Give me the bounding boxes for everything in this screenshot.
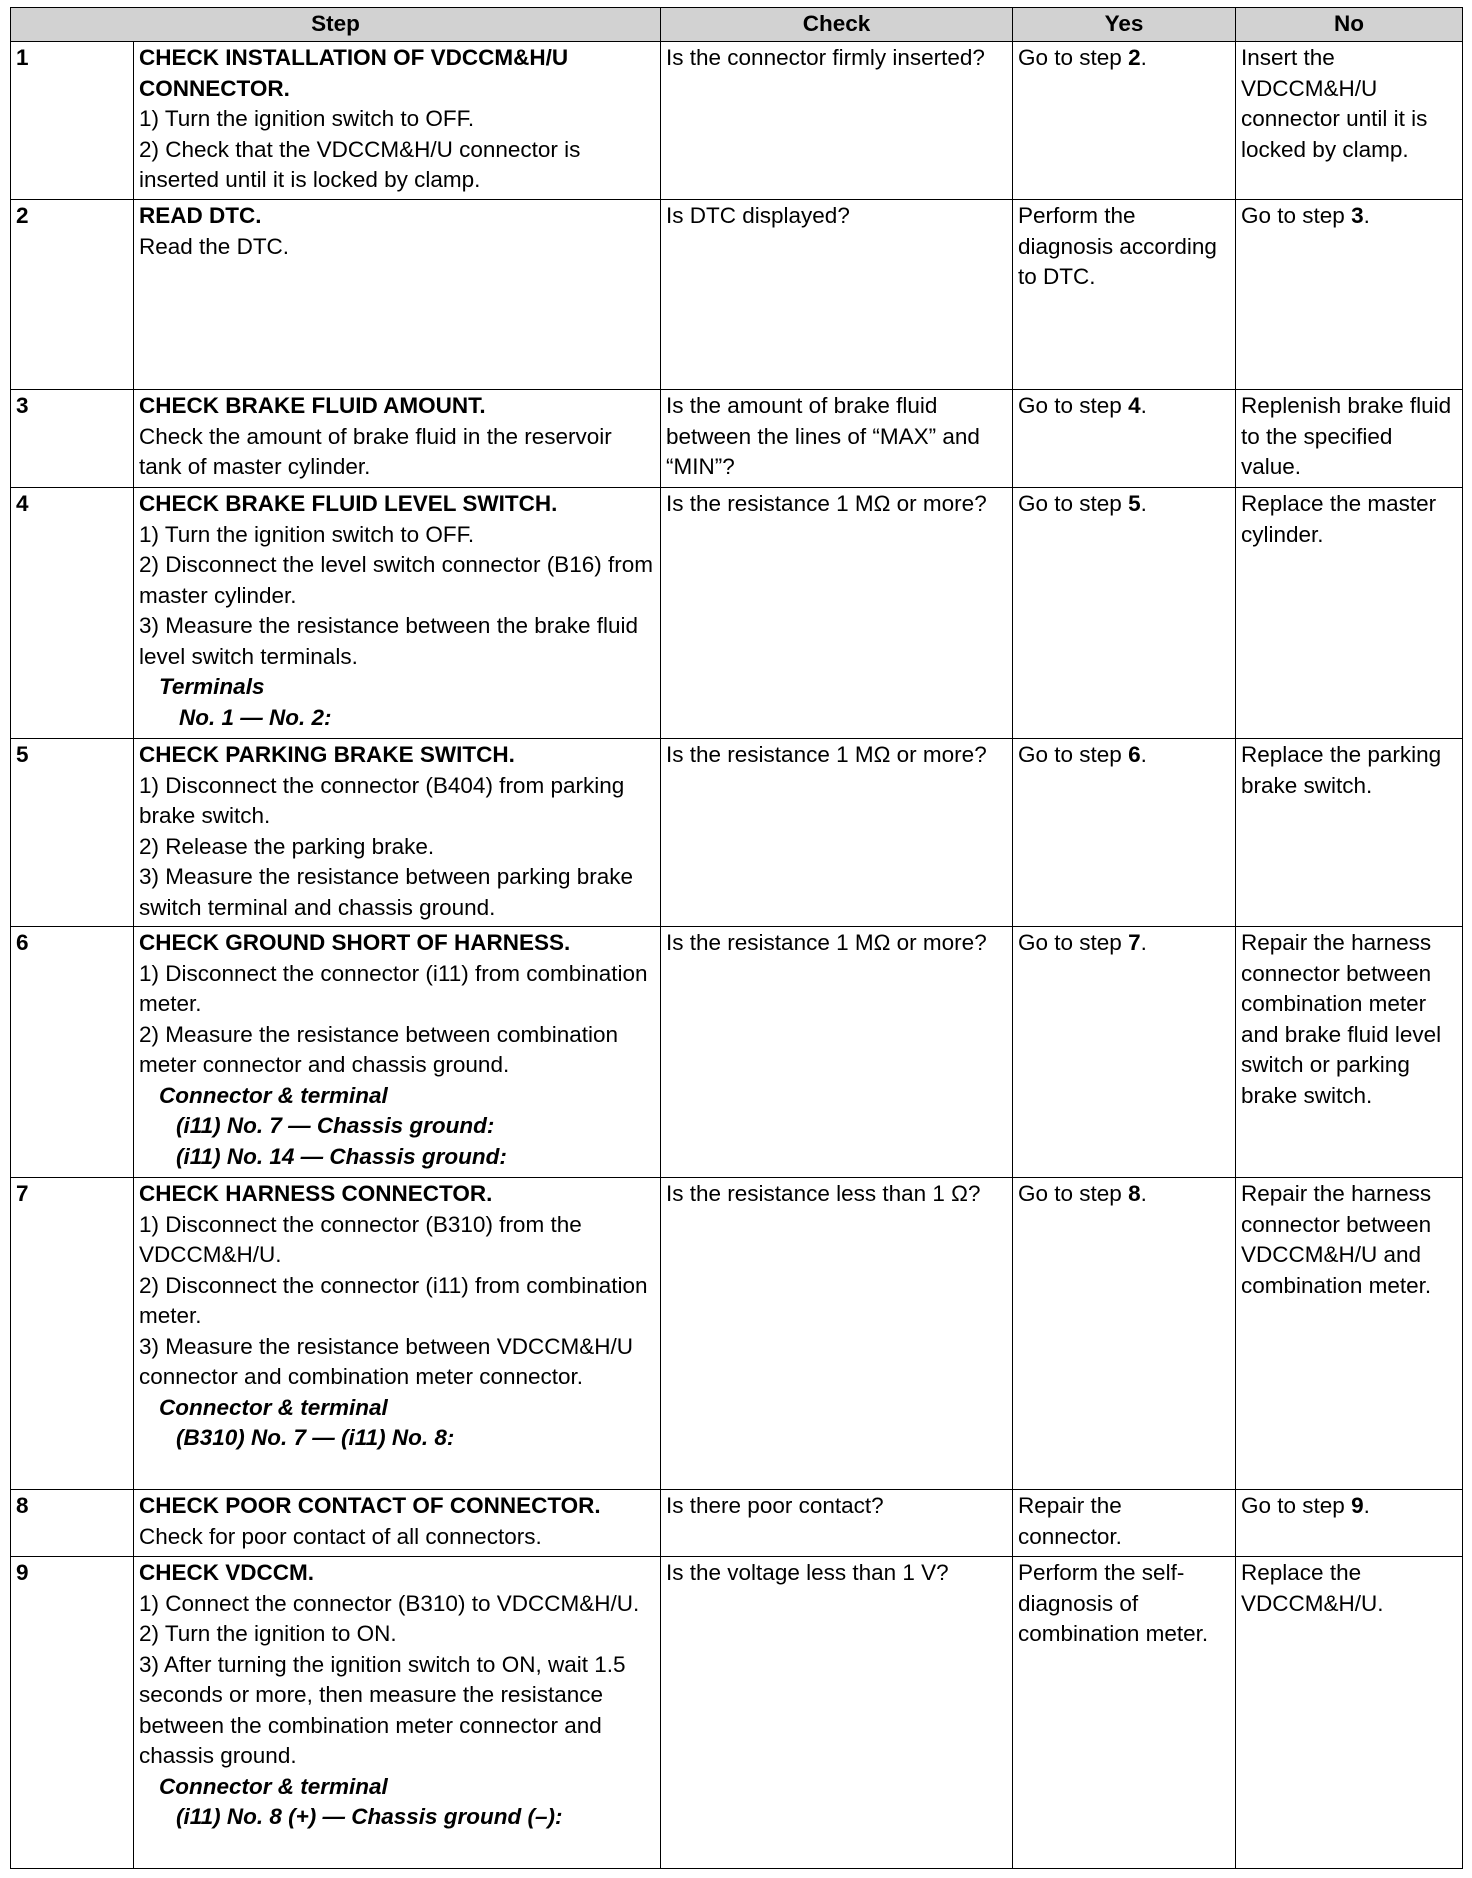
no-cell: Insert the VDCCM&H/U connector until it is locked by clamp. [1236,42,1463,200]
table-row [11,739,1463,927]
step-line: 2) Measure the resistance between combination meter connector and chassis ground. [139,1021,619,1077]
no-cell: Go to step 3. [1236,200,1463,390]
step-line: 2) Release the parking brake. [139,833,435,859]
step-line: 1) Disconnect the connector (B310) from the VDCCM&H/U. [139,1211,582,1267]
step-line: 1) Disconnect the connector (i11) from combination meter. [139,960,648,1016]
step-title: CHECK INSTALLATION OF VDCCM&H/U CONNECTOR. [139,45,569,101]
step-line: 2) Disconnect the connector (i11) from combination meter. [139,1272,648,1328]
header-check: Check [661,8,1013,42]
table-row [11,1178,1463,1490]
yes-cell: Go to step 2. [1013,42,1236,200]
step-cell [134,739,661,927]
step-line: 1) Disconnect the connector (B404) from parking brake switch. [139,772,625,828]
step-line: Read the DTC. [139,233,290,259]
step-number: 3 [11,390,134,488]
table-row [11,200,1463,390]
yes-cell: Go to step 6. [1013,739,1236,927]
step-number: 1 [11,42,134,200]
diagnostic-table [10,7,1463,1869]
step-title: CHECK BRAKE FLUID AMOUNT. [139,393,486,418]
yes-cell: Go to step 5. [1013,488,1236,739]
step-line: 3) Measure the resistance between parking brake switch terminal and chassis ground. [139,864,634,920]
step-line: 3) Measure the resistance between the brake fluid level switch terminals. [139,613,639,669]
step-line: 2) Check that the VDCCM&H/U connector is inserted until it is locked by clamp. [139,136,581,192]
step-line: 1) Connect the connector (B310) to VDCCM&H/U. [139,1590,640,1616]
diagnostic-procedure [10,7,1463,1869]
table-row [11,1557,1463,1869]
step-title: CHECK VDCCM. [139,1560,315,1585]
step-title: READ DTC. [139,203,262,228]
step-title: CHECK PARKING BRAKE SWITCH. [139,742,515,767]
step-title: CHECK HARNESS CONNECTOR. [139,1181,493,1206]
spec-label: Connector & terminal [159,1394,388,1420]
step-number: 4 [11,488,134,739]
step-cell [134,927,661,1178]
table-row [11,488,1463,739]
yes-cell: Perform the self-diagnosis of combination meter. [1013,1557,1236,1869]
step-line: 3) After turning the ignition switch to ON, wait 1.5 seconds or more, then measure the resistance between the combination meter connector and chassis ground. [139,1651,626,1768]
spec-value: (i11) No. 8 (+) — Chassis ground (–): [176,1804,563,1829]
table-row [11,1490,1463,1557]
no-cell: Replace the parking brake switch. [1236,739,1463,927]
table-header-row [11,8,1463,42]
step-cell [134,488,661,739]
step-line: 3) Measure the resistance between VDCCM&H/U connector and combination meter connector. [139,1333,633,1389]
yes-cell: Go to step 7. [1013,927,1236,1178]
check-cell: Is the resistance 1 MΩ or more? [661,488,1013,739]
check-cell: Is the voltage less than 1 V? [661,1557,1013,1869]
spec-value: No. 1 — No. 2: [179,704,332,730]
spec-label: Connector & terminal [159,1082,388,1108]
step-cell [134,390,661,488]
table-row [11,42,1463,200]
check-cell: Is the resistance less than 1 Ω? [661,1178,1013,1490]
table-row [11,927,1463,1178]
step-line: 1) Turn the ignition switch to OFF. [139,521,475,547]
header-yes: Yes [1013,8,1236,42]
step-cell [134,1557,661,1869]
yes-cell: Go to step 4. [1013,390,1236,488]
step-cell [134,42,661,200]
check-cell: Is the resistance 1 MΩ or more? [661,739,1013,927]
step-cell [134,200,661,390]
step-number: 8 [11,1490,134,1557]
step-number: 2 [11,200,134,390]
table-row [11,390,1463,488]
step-number: 7 [11,1178,134,1490]
spec-value: (i11) No. 14 — Chassis ground: [176,1143,507,1169]
yes-cell: Perform the diagnosis according to DTC. [1013,200,1236,390]
step-number: 5 [11,739,134,927]
no-cell: Replenish brake fluid to the specified value. [1236,390,1463,488]
check-cell: Is the connector firmly inserted? [661,42,1013,200]
header-no: No [1236,8,1463,42]
step-title: CHECK BRAKE FLUID LEVEL SWITCH. [139,491,558,516]
spec-label: Connector & terminal [159,1773,388,1799]
step-line: 1) Turn the ignition switch to OFF. [139,106,475,131]
step-line: 2) Disconnect the level switch connector (B16) from master cylinder. [139,552,653,608]
yes-cell: Go to step 8. [1013,1178,1236,1490]
step-number: 9 [11,1557,134,1869]
spec-value: (B310) No. 7 — (i11) No. 8: [176,1425,455,1450]
no-cell: Repair the harness connector between combination meter and brake fluid level switch or parking brake switch. [1236,927,1463,1178]
check-cell: Is DTC displayed? [661,200,1013,390]
step-title: CHECK POOR CONTACT OF CONNECTOR. [139,1493,601,1518]
yes-cell: Repair the connector. [1013,1490,1236,1557]
no-cell: Go to step 9. [1236,1490,1463,1557]
no-cell: Replace the master cylinder. [1236,488,1463,739]
step-line: Check the amount of brake fluid in the reservoir tank of master cylinder. [139,423,612,479]
no-cell: Repair the harness connector between VDCCM&H/U and combination meter. [1236,1178,1463,1490]
no-cell: Replace the VDCCM&H/U. [1236,1557,1463,1869]
step-number: 6 [11,927,134,1178]
step-line: 2) Turn the ignition to ON. [139,1621,397,1646]
spec-label: Terminals [159,674,265,699]
check-cell: Is the resistance 1 MΩ or more? [661,927,1013,1178]
step-cell [134,1178,661,1490]
check-cell: Is there poor contact? [661,1490,1013,1557]
step-title: CHECK GROUND SHORT OF HARNESS. [139,930,571,955]
step-line: Check for poor contact of all connectors. [139,1523,542,1549]
check-cell: Is the amount of brake fluid between the lines of “MAX” and “MIN”? [661,390,1013,488]
step-cell [134,1490,661,1557]
spec-value: (i11) No. 7 — Chassis ground: [176,1113,495,1138]
header-step: Step [11,8,661,42]
